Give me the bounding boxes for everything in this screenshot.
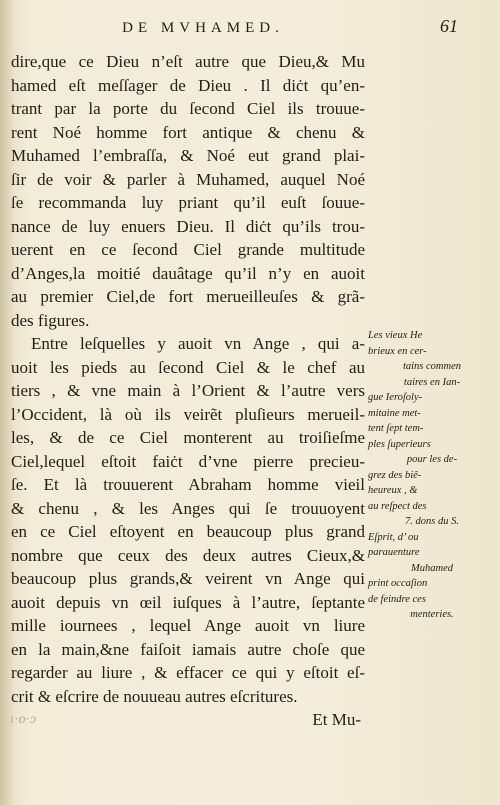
paragraph-first-line: Entre leſquelles y auoit vn Ange , qui a-: [31, 334, 365, 353]
text-line: ſe recommanda luy priant qu’il euſt ſouue-: [11, 193, 365, 212]
text-line: mille iournees , lequel Ange auoit vn liure: [11, 616, 365, 635]
marginal-note-line: print occaſion: [368, 578, 428, 589]
text-line: ſir de voir & parler à Muhamed, auquel Noé: [11, 169, 365, 189]
text-line: en ce Ciel eſtoyent en beaucoup plus grand: [11, 522, 365, 541]
text-line: trant par la porte du ſecond Ciel ils trouue-: [11, 99, 365, 118]
text-line: l’Occident, là où ils veirẽt pluſieurs merueil-: [11, 404, 365, 424]
marginal-note-line: grez des biê-: [368, 469, 422, 481]
text-line: uoit les pieds au ſecond Ciel & le chef au: [11, 357, 365, 377]
running-title: DE MVHAMED.: [122, 20, 284, 36]
marginal-note-line: 7. dons du S.: [405, 516, 459, 527]
marginal-note-line: gue Ieroſoly-: [368, 392, 423, 403]
marginal-note-line: de feindre ces: [368, 593, 426, 605]
text-line: beaucoup plus grands,& veirent vn Ange qui: [11, 569, 365, 588]
text-line: des figures.: [11, 310, 90, 330]
marginal-note-line: menteries.: [410, 609, 454, 620]
text-line: hamed eſt meſſager de Dieu . Il diċt qu’en-: [11, 75, 365, 95]
text-line: au premier Ciel,de fort merueilleuſes & grã-: [11, 287, 365, 306]
text-line: tiers , & vne main à l’Orient & l’autre vers: [11, 381, 365, 400]
bleed-through-mark: ι·ο·ɔ: [10, 712, 37, 726]
text-line: dire,que ce Dieu n’eſt autre que Dieu,& Mu: [11, 52, 365, 71]
marginal-note-line: mitaine met-: [368, 407, 421, 419]
marginal-note-line: Muhamed: [411, 562, 453, 574]
marginal-note-line: ples ſuperieurs: [368, 438, 431, 450]
text-line: ſe. Et là trouuerent Abraham homme vieil: [11, 475, 365, 494]
marginal-note-line: heureux , &: [368, 485, 418, 496]
marginal-note-line: brieux en cer-: [368, 345, 427, 357]
text-line: crit & eſcrire de nouueau autres eſcritures.: [11, 686, 298, 706]
text-line: regarder au liure , & effacer ce qui y eſtoit eſ-: [11, 663, 365, 682]
text-line: auoit depuis vn œil iuſques à l’autre, ſeptante: [11, 592, 365, 612]
marginal-note-line: taires en Ian-: [403, 376, 461, 388]
text-line: nance de luy enuers Dieu. Il diċt qu’ils trou-: [11, 216, 365, 236]
marginal-note-line: au reſpect des: [368, 500, 427, 512]
main-text-block: [11, 50, 365, 732]
text-line: les, & de ce Ciel monterent au troiſieſme: [11, 428, 365, 447]
marginal-note: [368, 328, 496, 623]
marginal-note-line: parauenture: [368, 547, 420, 558]
marginal-note-line: pour les de-: [406, 454, 458, 465]
marginal-note-line: Eſprit, d’ ou: [368, 531, 419, 543]
text-line: en la main,&ne faiſoit iamais autre choſe que: [11, 639, 365, 659]
text-line: & chenu , & les Anges qui ſe trouuoyent: [11, 498, 365, 518]
text-line: Muhamed l’embraſſa, & Noé eut grand plai-: [11, 146, 365, 165]
text-line: uerent en ce ſecond Ciel grande multitude: [11, 240, 365, 259]
marginal-note-line: tent ſept tem-: [368, 423, 424, 434]
text-line: rent Noé homme fort antique & chenu &: [11, 122, 365, 142]
text-line: nombre que ceux des deux autres Cieux,&: [11, 545, 365, 565]
page-number: 61: [440, 16, 458, 36]
marginal-note-line: tains commen: [402, 361, 462, 372]
catchword: Et Mu-: [312, 710, 361, 729]
text-line: d’Anges,la moitié dauâtage qu’il n’y en auoit: [11, 263, 365, 283]
marginal-note-line: Les vieux He: [368, 330, 423, 341]
text-line: Ciel,lequel eſtoit faiċt d’vne pierre precieu-: [11, 451, 365, 471]
